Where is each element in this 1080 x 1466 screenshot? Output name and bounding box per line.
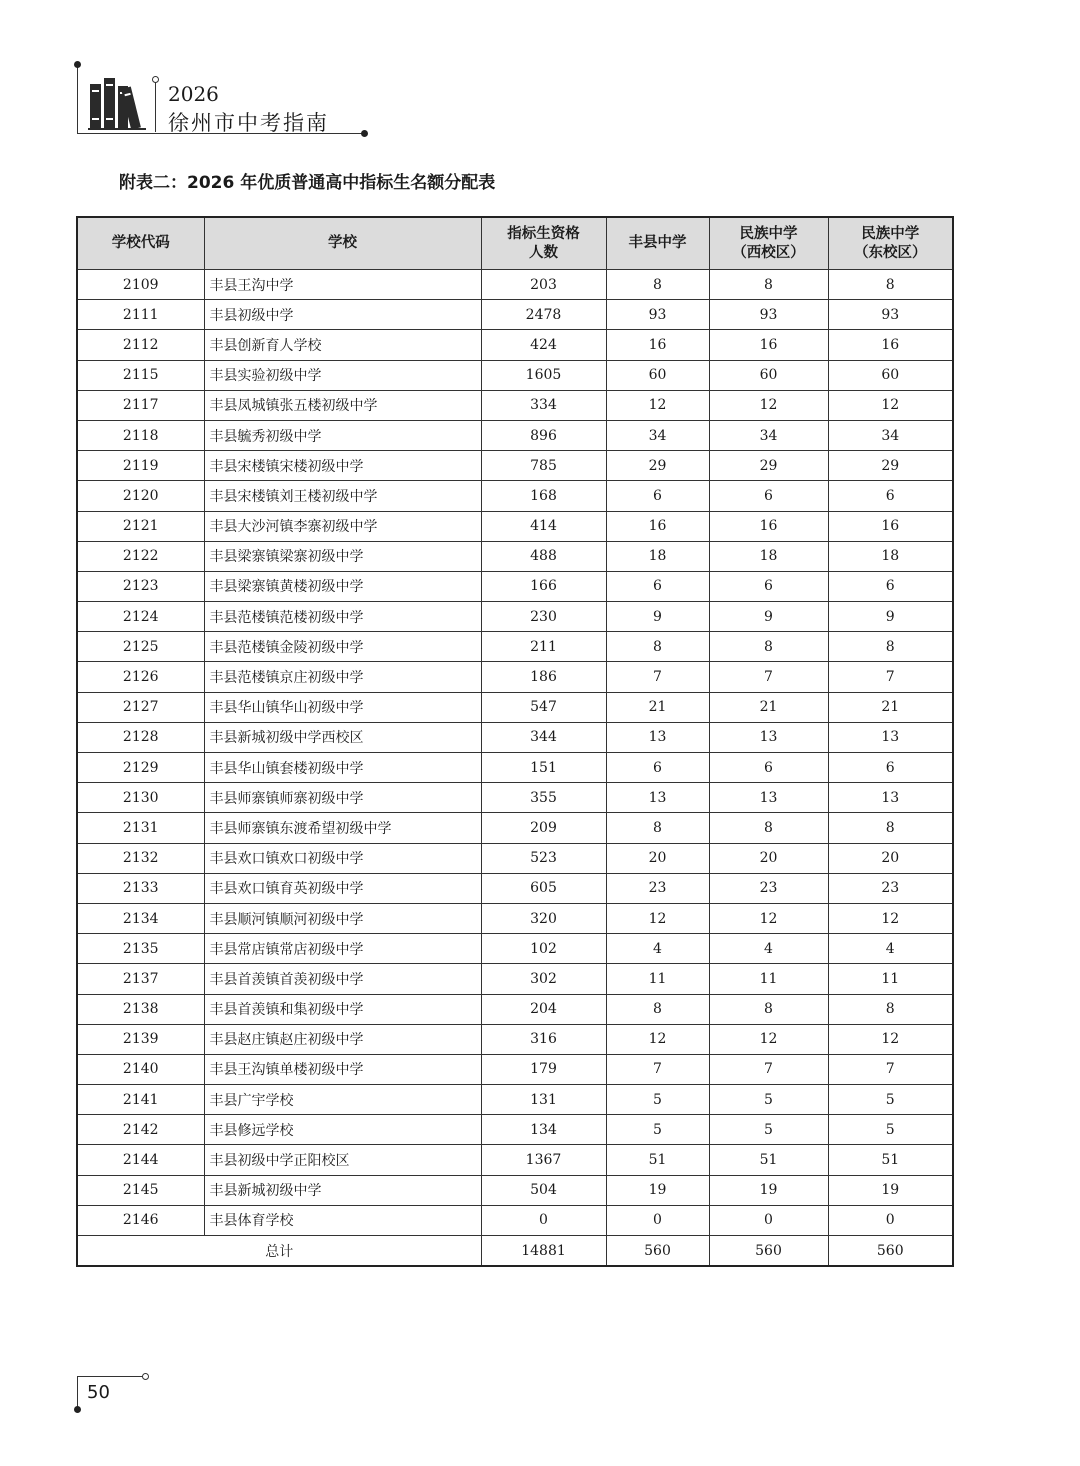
cell-east: 60 <box>828 360 953 390</box>
cell-quota: 2478 <box>481 300 606 330</box>
cell-east: 21 <box>828 692 953 722</box>
cell-code: 2128 <box>77 722 204 752</box>
cell-fengxian: 6 <box>606 571 709 601</box>
table-row <box>77 692 953 722</box>
cell-code: 2139 <box>77 1024 204 1054</box>
cell-west: 0 <box>709 1205 828 1235</box>
table-row <box>77 903 953 933</box>
cell-school: 丰县常店镇常店初级中学 <box>204 934 481 964</box>
cell-west: 6 <box>709 481 828 511</box>
cell-school: 丰县毓秀初级中学 <box>204 420 481 450</box>
cell-code: 2137 <box>77 964 204 994</box>
cell-east: 16 <box>828 330 953 360</box>
cell-west: 4 <box>709 934 828 964</box>
cell-east: 8 <box>828 813 953 843</box>
cell-east: 16 <box>828 511 953 541</box>
cell-code: 2120 <box>77 481 204 511</box>
cell-school: 丰县首羡镇和集初级中学 <box>204 994 481 1024</box>
cell-fengxian: 6 <box>606 481 709 511</box>
cell-school: 丰县初级中学正阳校区 <box>204 1145 481 1175</box>
header-year: 2026 <box>168 82 219 106</box>
table-row <box>77 481 953 511</box>
cell-fengxian: 51 <box>606 1145 709 1175</box>
header-ring-icon <box>152 76 159 83</box>
cell-school: 丰县王沟镇单楼初级中学 <box>204 1054 481 1084</box>
header-title: 徐州市中考指南 <box>168 111 329 135</box>
cell-code: 2134 <box>77 903 204 933</box>
cell-west: 51 <box>709 1145 828 1175</box>
cell-quota: 504 <box>481 1175 606 1205</box>
cell-fengxian: 23 <box>606 873 709 903</box>
cell-quota: 1605 <box>481 360 606 390</box>
cell-quota: 179 <box>481 1054 606 1084</box>
cell-west: 13 <box>709 722 828 752</box>
cell-code: 2133 <box>77 873 204 903</box>
header-school: 学校 <box>204 217 481 270</box>
cell-east: 13 <box>828 722 953 752</box>
cell-quota: 209 <box>481 813 606 843</box>
books-icon <box>88 74 148 130</box>
cell-quota: 523 <box>481 843 606 873</box>
table-row <box>77 602 953 632</box>
table-row <box>77 843 953 873</box>
cell-west: 12 <box>709 390 828 420</box>
cell-east: 6 <box>828 571 953 601</box>
header-code: 学校代码 <box>77 217 204 270</box>
cell-west: 8 <box>709 813 828 843</box>
cell-school: 丰县范楼镇京庄初级中学 <box>204 662 481 692</box>
cell-west: 11 <box>709 964 828 994</box>
cell-west: 7 <box>709 662 828 692</box>
cell-code: 2129 <box>77 753 204 783</box>
cell-west: 18 <box>709 541 828 571</box>
cell-west: 16 <box>709 330 828 360</box>
cell-school: 丰县体育学校 <box>204 1205 481 1235</box>
total-label: 总计 <box>77 1236 481 1267</box>
cell-school: 丰县顺河镇顺河初级中学 <box>204 903 481 933</box>
cell-east: 12 <box>828 903 953 933</box>
cell-fengxian: 12 <box>606 903 709 933</box>
cell-quota: 102 <box>481 934 606 964</box>
cell-east: 5 <box>828 1115 953 1145</box>
cell-fengxian: 19 <box>606 1175 709 1205</box>
cell-school: 丰县师寨镇师寨初级中学 <box>204 783 481 813</box>
table-row <box>77 270 953 300</box>
cell-east: 6 <box>828 481 953 511</box>
cell-fengxian: 7 <box>606 1054 709 1084</box>
cell-quota: 204 <box>481 994 606 1024</box>
cell-code: 2109 <box>77 270 204 300</box>
cell-quota: 320 <box>481 903 606 933</box>
cell-quota: 424 <box>481 330 606 360</box>
footer-vertical-rule <box>77 1376 78 1409</box>
cell-east: 12 <box>828 1024 953 1054</box>
cell-east: 8 <box>828 270 953 300</box>
cell-east: 34 <box>828 420 953 450</box>
cell-school: 丰县王沟中学 <box>204 270 481 300</box>
cell-quota: 131 <box>481 1085 606 1115</box>
cell-east: 5 <box>828 1085 953 1115</box>
cell-quota: 211 <box>481 632 606 662</box>
cell-fengxian: 8 <box>606 632 709 662</box>
cell-west: 60 <box>709 360 828 390</box>
total-quota: 14881 <box>481 1236 606 1267</box>
total-fengxian: 560 <box>606 1236 709 1267</box>
cell-school: 丰县初级中学 <box>204 300 481 330</box>
table-row <box>77 873 953 903</box>
cell-school: 丰县宋楼镇宋楼初级中学 <box>204 451 481 481</box>
cell-west: 13 <box>709 783 828 813</box>
table-row <box>77 1054 953 1084</box>
cell-school: 丰县广宇学校 <box>204 1085 481 1115</box>
cell-code: 2119 <box>77 451 204 481</box>
cell-quota: 355 <box>481 783 606 813</box>
cell-fengxian: 4 <box>606 934 709 964</box>
cell-east: 8 <box>828 994 953 1024</box>
cell-east: 7 <box>828 1054 953 1084</box>
cell-east: 51 <box>828 1145 953 1175</box>
cell-fengxian: 29 <box>606 451 709 481</box>
cell-fengxian: 34 <box>606 420 709 450</box>
cell-fengxian: 93 <box>606 300 709 330</box>
cell-west: 16 <box>709 511 828 541</box>
table-row <box>77 390 953 420</box>
cell-code: 2112 <box>77 330 204 360</box>
cell-east: 12 <box>828 390 953 420</box>
table-row <box>77 1205 953 1235</box>
table-row <box>77 1085 953 1115</box>
cell-code: 2146 <box>77 1205 204 1235</box>
cell-fengxian: 12 <box>606 1024 709 1054</box>
cell-fengxian: 18 <box>606 541 709 571</box>
cell-school: 丰县华山镇套楼初级中学 <box>204 753 481 783</box>
table-row <box>77 1024 953 1054</box>
header-quota: 指标生资格 人数 <box>481 217 606 270</box>
cell-quota: 414 <box>481 511 606 541</box>
cell-fengxian: 16 <box>606 330 709 360</box>
cell-code: 2135 <box>77 934 204 964</box>
cell-west: 6 <box>709 753 828 783</box>
cell-quota: 168 <box>481 481 606 511</box>
cell-fengxian: 7 <box>606 662 709 692</box>
cell-school: 丰县华山镇华山初级中学 <box>204 692 481 722</box>
cell-east: 29 <box>828 451 953 481</box>
cell-fengxian: 8 <box>606 270 709 300</box>
cell-quota: 151 <box>481 753 606 783</box>
cell-west: 8 <box>709 270 828 300</box>
table-row <box>77 420 953 450</box>
cell-school: 丰县范楼镇范楼初级中学 <box>204 602 481 632</box>
cell-west: 34 <box>709 420 828 450</box>
cell-school: 丰县凤城镇张五楼初级中学 <box>204 390 481 420</box>
cell-school: 丰县创新育人学校 <box>204 330 481 360</box>
cell-quota: 547 <box>481 692 606 722</box>
cell-fengxian: 8 <box>606 994 709 1024</box>
cell-east: 20 <box>828 843 953 873</box>
cell-school: 丰县梁寨镇梁寨初级中学 <box>204 541 481 571</box>
footer-dot-icon <box>74 1406 81 1413</box>
cell-code: 2124 <box>77 602 204 632</box>
cell-school: 丰县欢口镇欢口初级中学 <box>204 843 481 873</box>
cell-school: 丰县实验初级中学 <box>204 360 481 390</box>
cell-east: 23 <box>828 873 953 903</box>
cell-east: 9 <box>828 602 953 632</box>
cell-fengxian: 12 <box>606 390 709 420</box>
header-dot-end-icon <box>361 130 368 137</box>
cell-fengxian: 60 <box>606 360 709 390</box>
cell-east: 0 <box>828 1205 953 1235</box>
footer-ring-icon <box>142 1373 149 1380</box>
table-row <box>77 330 953 360</box>
table-row <box>77 934 953 964</box>
cell-code: 2131 <box>77 813 204 843</box>
cell-fengxian: 16 <box>606 511 709 541</box>
table-row <box>77 511 953 541</box>
cell-east: 8 <box>828 632 953 662</box>
table-row <box>77 753 953 783</box>
cell-west: 21 <box>709 692 828 722</box>
cell-school: 丰县修远学校 <box>204 1115 481 1145</box>
cell-code: 2144 <box>77 1145 204 1175</box>
cell-west: 5 <box>709 1085 828 1115</box>
cell-code: 2122 <box>77 541 204 571</box>
cell-school: 丰县赵庄镇赵庄初级中学 <box>204 1024 481 1054</box>
cell-code: 2121 <box>77 511 204 541</box>
cell-fengxian: 21 <box>606 692 709 722</box>
table-caption: 附表二：2026 年优质普通高中指标生名额分配表 <box>119 173 496 193</box>
cell-west: 29 <box>709 451 828 481</box>
cell-quota: 302 <box>481 964 606 994</box>
cell-code: 2117 <box>77 390 204 420</box>
cell-code: 2141 <box>77 1085 204 1115</box>
cell-code: 2123 <box>77 571 204 601</box>
cell-west: 7 <box>709 1054 828 1084</box>
cell-fengxian: 8 <box>606 813 709 843</box>
header-vertical-rule <box>77 64 78 134</box>
cell-west: 20 <box>709 843 828 873</box>
quota-table <box>76 216 954 1267</box>
cell-code: 2145 <box>77 1175 204 1205</box>
cell-code: 2138 <box>77 994 204 1024</box>
table-row <box>77 722 953 752</box>
table-row <box>77 964 953 994</box>
cell-quota: 785 <box>481 451 606 481</box>
total-row <box>77 1236 953 1267</box>
cell-fengxian: 5 <box>606 1085 709 1115</box>
cell-fengxian: 6 <box>606 753 709 783</box>
table-row <box>77 783 953 813</box>
header-east-campus: 民族中学 （东校区） <box>828 217 953 270</box>
cell-code: 2140 <box>77 1054 204 1084</box>
cell-quota: 1367 <box>481 1145 606 1175</box>
cell-west: 12 <box>709 903 828 933</box>
cell-school: 丰县宋楼镇刘王楼初级中学 <box>204 481 481 511</box>
cell-school: 丰县大沙河镇李寨初级中学 <box>204 511 481 541</box>
table-row <box>77 632 953 662</box>
table-row <box>77 571 953 601</box>
cell-school: 丰县师寨镇东渡希望初级中学 <box>204 813 481 843</box>
cell-code: 2127 <box>77 692 204 722</box>
cell-east: 4 <box>828 934 953 964</box>
cell-quota: 230 <box>481 602 606 632</box>
cell-west: 5 <box>709 1115 828 1145</box>
cell-west: 8 <box>709 994 828 1024</box>
cell-west: 6 <box>709 571 828 601</box>
cell-school: 丰县范楼镇金陵初级中学 <box>204 632 481 662</box>
cell-west: 93 <box>709 300 828 330</box>
cell-code: 2142 <box>77 1115 204 1145</box>
cell-fengxian: 9 <box>606 602 709 632</box>
header-dot-icon <box>74 61 81 68</box>
cell-east: 7 <box>828 662 953 692</box>
cell-quota: 316 <box>481 1024 606 1054</box>
cell-code: 2125 <box>77 632 204 662</box>
cell-fengxian: 5 <box>606 1115 709 1145</box>
table-row <box>77 1175 953 1205</box>
cell-code: 2111 <box>77 300 204 330</box>
table-row <box>77 541 953 571</box>
cell-quota: 203 <box>481 270 606 300</box>
cell-quota: 166 <box>481 571 606 601</box>
cell-code: 2130 <box>77 783 204 813</box>
cell-code: 2132 <box>77 843 204 873</box>
cell-fengxian: 20 <box>606 843 709 873</box>
table-row <box>77 662 953 692</box>
cell-school: 丰县欢口镇育英初级中学 <box>204 873 481 903</box>
cell-code: 2115 <box>77 360 204 390</box>
table-row <box>77 813 953 843</box>
cell-school: 丰县首羡镇首羡初级中学 <box>204 964 481 994</box>
cell-west: 8 <box>709 632 828 662</box>
cell-quota: 344 <box>481 722 606 752</box>
cell-west: 9 <box>709 602 828 632</box>
cell-fengxian: 13 <box>606 722 709 752</box>
header-divider <box>155 80 156 132</box>
cell-school: 丰县梁寨镇黄楼初级中学 <box>204 571 481 601</box>
cell-quota: 334 <box>481 390 606 420</box>
cell-quota: 896 <box>481 420 606 450</box>
cell-code: 2118 <box>77 420 204 450</box>
cell-code: 2126 <box>77 662 204 692</box>
cell-fengxian: 11 <box>606 964 709 994</box>
cell-fengxian: 0 <box>606 1205 709 1235</box>
cell-west: 23 <box>709 873 828 903</box>
header-west-campus: 民族中学 （西校区） <box>709 217 828 270</box>
table-row <box>77 994 953 1024</box>
table-row <box>77 451 953 481</box>
table-header-row <box>77 217 953 270</box>
total-west: 560 <box>709 1236 828 1267</box>
cell-east: 18 <box>828 541 953 571</box>
cell-school: 丰县新城初级中学 <box>204 1175 481 1205</box>
table-row <box>77 1145 953 1175</box>
cell-west: 12 <box>709 1024 828 1054</box>
cell-quota: 186 <box>481 662 606 692</box>
cell-quota: 605 <box>481 873 606 903</box>
cell-quota: 134 <box>481 1115 606 1145</box>
page-number: 50 <box>87 1382 110 1403</box>
header-fengxian: 丰县中学 <box>606 217 709 270</box>
cell-quota: 0 <box>481 1205 606 1235</box>
cell-west: 19 <box>709 1175 828 1205</box>
cell-school: 丰县新城初级中学西校区 <box>204 722 481 752</box>
table-row <box>77 300 953 330</box>
cell-east: 11 <box>828 964 953 994</box>
cell-fengxian: 13 <box>606 783 709 813</box>
footer-horizontal-rule <box>77 1376 145 1377</box>
cell-east: 93 <box>828 300 953 330</box>
cell-east: 6 <box>828 753 953 783</box>
cell-quota: 488 <box>481 541 606 571</box>
cell-east: 13 <box>828 783 953 813</box>
cell-east: 19 <box>828 1175 953 1205</box>
table-row <box>77 360 953 390</box>
table-row <box>77 1115 953 1145</box>
total-east: 560 <box>828 1236 953 1267</box>
